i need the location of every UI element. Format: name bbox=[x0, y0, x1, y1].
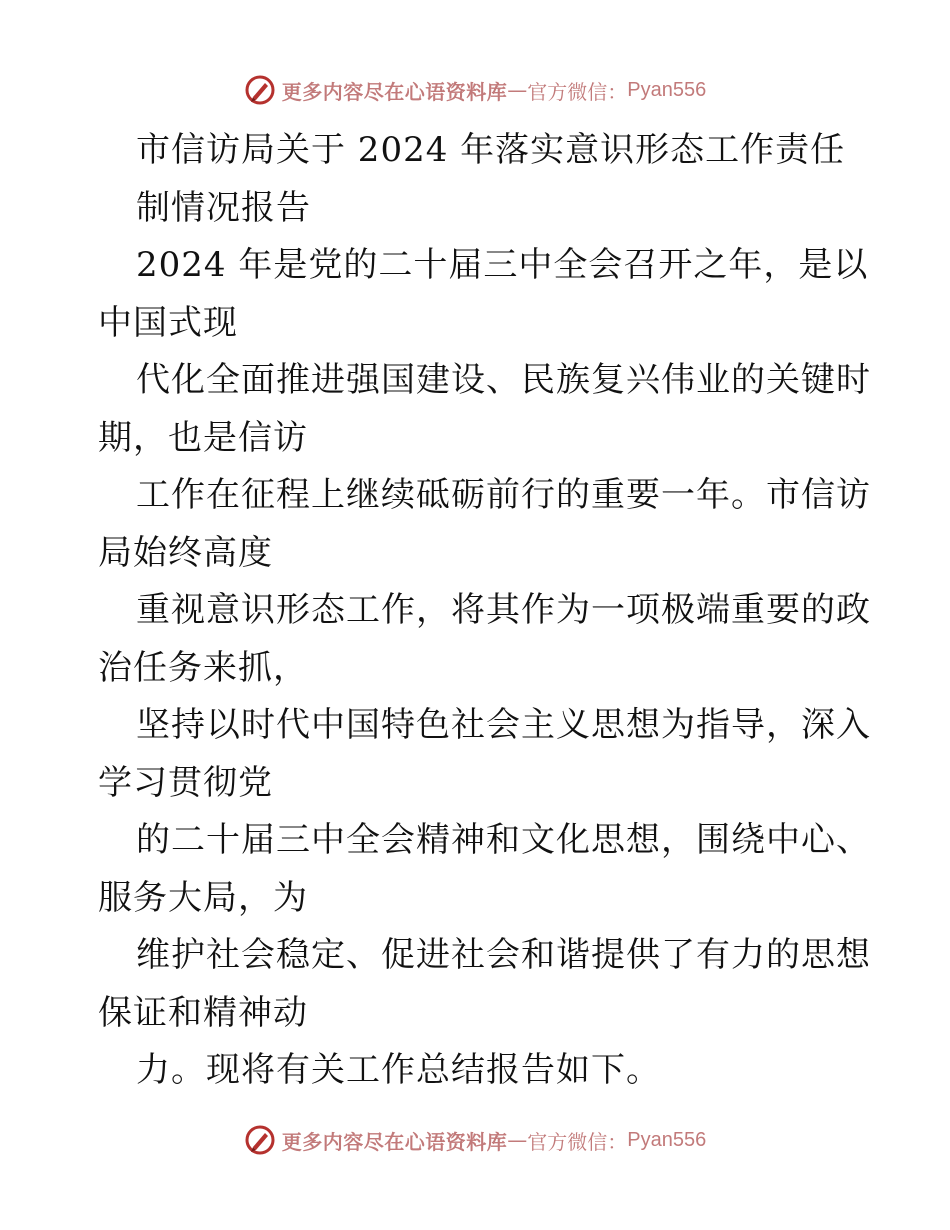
footer-watermark bbox=[0, 1120, 950, 1160]
watermark-id: Pyan556 bbox=[627, 1128, 707, 1151]
paragraph-line: 工作在征程上继续砥砺前行的重要一年。市信访 bbox=[136, 475, 871, 515]
paragraph-line: 治任务来抓， bbox=[98, 647, 308, 688]
watermark-label: 官方微信： bbox=[527, 79, 628, 104]
watermark-brand: 更多内容尽在心语资料库 bbox=[281, 1129, 508, 1154]
watermark-label: 官方微信： bbox=[527, 1129, 628, 1154]
paragraph-line: 坚持以时代中国特色社会主义思想为指导，深入 bbox=[136, 705, 871, 745]
paragraph-line: 服务大局，为 bbox=[98, 877, 308, 918]
paragraph-line: 中国式现 bbox=[98, 302, 238, 343]
paragraph-line: 期，也是信访 bbox=[98, 417, 308, 458]
watermark-brand: 更多内容尽在心语资料库 bbox=[281, 79, 508, 104]
pen-logo-icon bbox=[244, 1124, 276, 1156]
paragraph-line: 局始终高度 bbox=[98, 532, 273, 573]
header-watermark bbox=[0, 70, 950, 110]
paragraph-line: 保证和精神动 bbox=[98, 992, 308, 1033]
watermark-dash: — bbox=[507, 78, 528, 102]
pen-logo-icon bbox=[244, 74, 276, 106]
paragraph-line: 代化全面推进强国建设、民族复兴伟业的关键时 bbox=[136, 360, 871, 400]
paragraph-line: 维护社会稳定、促进社会和谐提供了有力的思想 bbox=[136, 935, 871, 975]
watermark-id: Pyan556 bbox=[627, 78, 707, 101]
paragraph-line: 力。现将有关工作总结报告如下。 bbox=[136, 1050, 661, 1090]
paragraph-line: 学习贯彻党 bbox=[98, 762, 273, 803]
paragraph-line: 2024 年是党的二十届三中全会召开之年，是以 bbox=[136, 245, 869, 285]
watermark-dash: — bbox=[507, 1128, 528, 1152]
document-body bbox=[98, 122, 871, 1100]
title-line: 制情况报告 bbox=[136, 187, 311, 228]
title-line: 市信访局关于 2024 年落实意识形态工作责任 bbox=[136, 130, 846, 170]
paragraph-line: 重视意识形态工作，将其作为一项极端重要的政 bbox=[136, 590, 871, 630]
paragraph-line: 的二十届三中全会精神和文化思想，围绕中心、 bbox=[136, 820, 871, 860]
